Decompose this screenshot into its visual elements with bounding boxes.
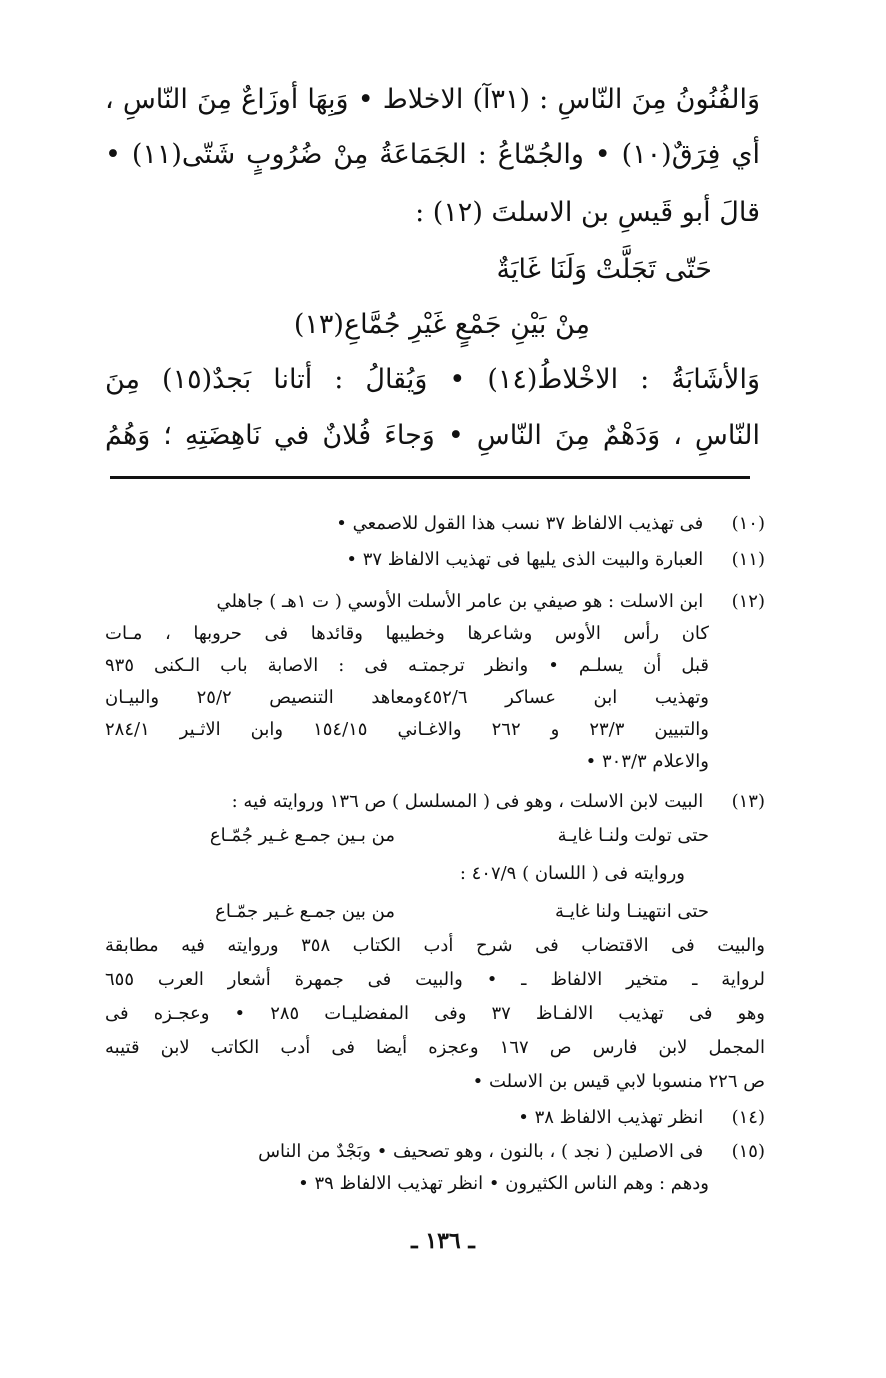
footnote-12-line-5: والتبيين ٢٣/٣ و ٢٦٢ والاغـاني ١٥٤/١٥ وابن الاثـير ٢٨٤/١ [105,719,709,740]
footnote-13-line-3: والبيت فى الاقتضاب فى شرح أدب الكتاب ٣٥٨ وروايته فيه مطابقة [105,935,765,956]
footnote-text: ابن الاسلت : هو صيفي بن عامر الأسلت الأوسي ( ت ١هـ ) جاهلي [216,591,704,612]
footnote-13-line-6: المجمل لابن فارس ص ١٦٧ وعجزه أيضا فى أدب الكاتب لابن قتيبه [105,1037,765,1058]
footnote-text: فى الاصلين ( نجد ) ، بالنون ، وهو تصحيف • وبَجْدٌ من الناس [258,1141,704,1162]
footnote-13-verse-b-first: حتى انتهينـا ولنا غايـة [554,901,709,922]
footnote-13-line-2: وروايته فى ( اللسان ) ٤٠٧/٩ : [459,863,685,884]
footnote-text: انظر تهذيب الالفاظ ٣٨ • [518,1107,704,1128]
footnote-11 [346,544,765,576]
verse-first-hemistich: حَتّى تَجَلَّتْ وَلَنَا غَايَةٌ [496,254,712,285]
footnote-15-line-2: ودهم : وهم الناس الكثيرون • انظر تهذيب الالفاظ ٣٩ • [298,1173,709,1194]
footnote-12-line-3: قبل أن يسلـم • وانظر ترجمتـه فى : الاصابة باب الـكنى ٩٣٥ [105,655,709,676]
main-line-5: النّاسِ ، وَدَهْمٌ مِنَ النّاسِ • وَجاءَ فُلانٌ في نَاهِضَتِهِ ؛ وَهُمُ [105,420,760,451]
footnote-number: (١٠) [731,513,765,534]
footnote-number: (١٣) [731,791,765,812]
footnote-15 [258,1136,765,1168]
footnote-13-line-5: وهو فى تهذيب الالفـاظ ٣٧ وفى المفضليـات ٢٨٥ • وعجـزه فى [105,1003,766,1024]
footnote-10 [336,508,765,540]
footnote-13-verse-a-first: حتى تولت ولنـا غايـة [557,825,709,846]
main-line-3: قالَ أبو قَيسِ بن الاسلتَ (١٢) : [415,197,760,228]
footnote-text: العبارة والبيت الذى يليها فى تهذيب الالفاظ ٣٧ • [346,549,704,570]
verse-second-hemistich: مِنْ بَيْنِ جَمْعٍ غَيْرِ جُمَّاعِ(١٣) [293,309,590,340]
footnote-separator-rule [110,476,750,479]
footnote-13-verse-b-second: من بين جمـع غـير جمّـاع [215,901,395,922]
footnote-12-line-2: كان رأس الأوس وشاعرها وخطيبها وقائدها فى حروبها ، مـات [105,623,709,644]
footnote-14 [518,1102,765,1134]
footnote-13-verse-a-second: من بـين جمـع غـير جُمّـاع [209,825,395,846]
footnote-text: فى تهذيب الالفاظ ٣٧ نسب هذا القول للاصمعي • [336,513,704,534]
page-number: ـ ١٣٦ ـ [411,1228,475,1254]
footnote-12-line-4: وتهذيب ابن عساكر ٤٥٢/٦ومعاهد التنصيص ٢٥/٢ والبيـان [105,687,709,708]
main-line-1: وَالفُنُونُ مِنَ النّاسِ : (٣١آ) الاخلاط • وَبِهَا أوزَاعٌ مِنَ النّاسِ ، [105,84,760,115]
footnote-number: (١٥) [731,1141,765,1162]
main-line-2: أي فِرَقٌ(١٠) • والجُمّاعُ : الجَمَاعَةُ مِنْ ضُرُوبٍ شَتّى(١١) • [105,139,760,170]
main-line-4: وَالأشَابَةُ : الاخْلاطُ(١٤) • وَيُقالُ : أتانا بَجدٌ(١٥) مِنَ [105,364,760,395]
footnote-13-line-7: ص ٢٢٦ منسوبا لابي قيس بن الاسلت • [472,1071,765,1092]
footnote-number: (١٤) [731,1107,765,1128]
footnote-number: (١٢) [731,591,765,612]
footnote-text: البيت لابن الاسلت ، وهو فى ( المسلسل ) ص ١٣٦ وروايته فيه : [231,791,704,812]
footnote-13 [232,786,765,818]
footnote-12 [216,586,765,618]
footnote-number: (١١) [731,549,765,570]
footnote-13-line-4: لرواية ـ متخير الالفاظ ـ • والبيت فى جمهرة أشعار العرب ٦٥٥ [105,969,765,990]
footnote-12-line-6: والاعلام ٣٠٣/٣ • [585,751,709,772]
